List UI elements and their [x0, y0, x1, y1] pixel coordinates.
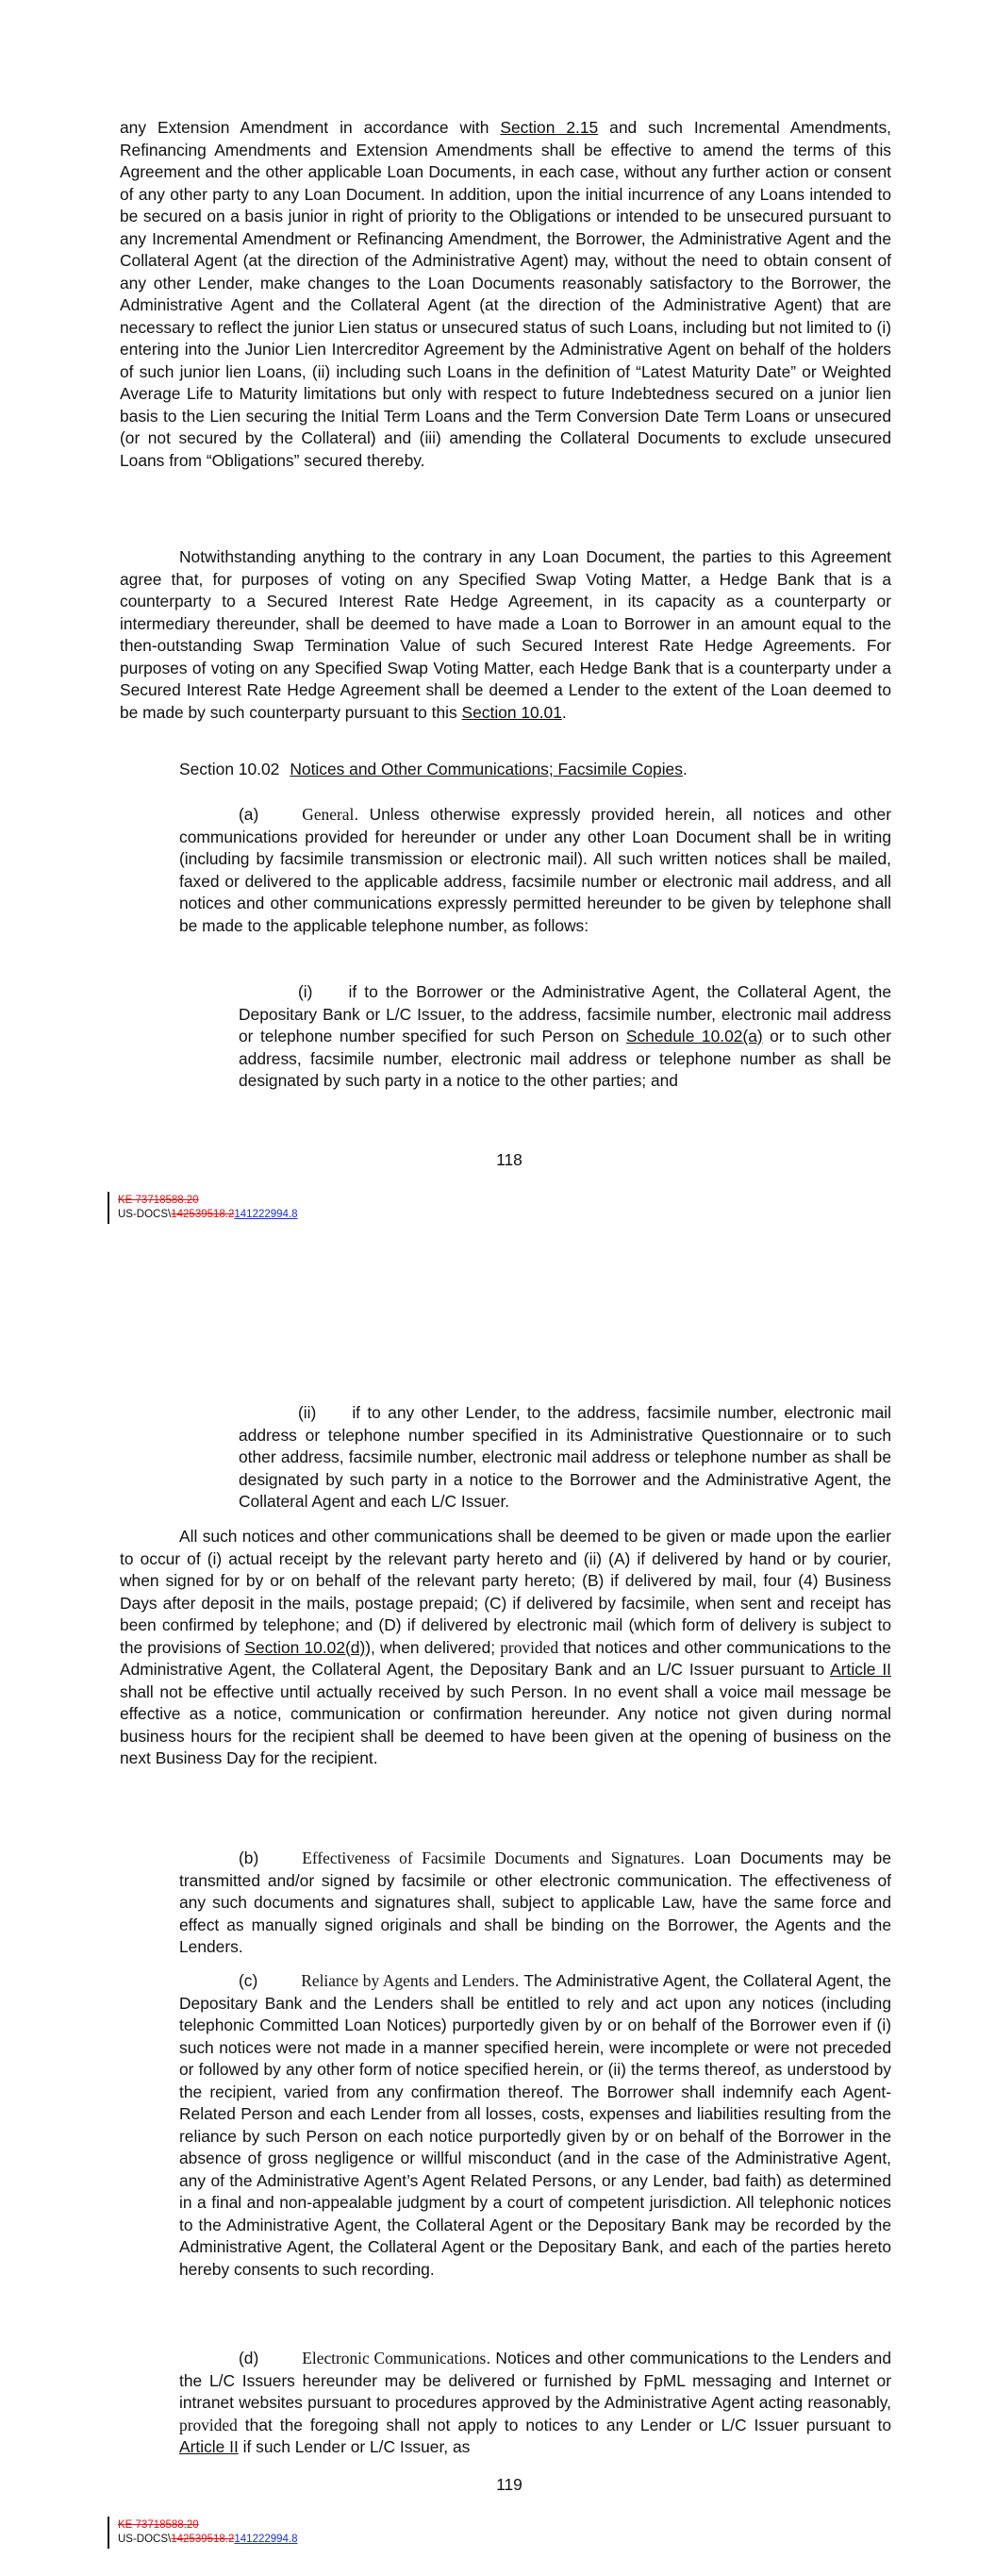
paragraph-swap-voting — [120, 546, 891, 724]
text-run: any Extension Amendment in accordance with — [120, 118, 501, 137]
paragraph-b-facsimile — [179, 1848, 891, 1959]
deleted-doc-id: KE 73718588.20 — [118, 2519, 199, 2531]
change-bar — [108, 1192, 109, 1224]
paragraph-a-general — [179, 804, 891, 937]
schedule-10-02a-link[interactable]: Schedule 10.02(a) — [625, 1027, 763, 1045]
doc-id-prefix: US-DOCS\ — [118, 1209, 172, 1220]
page-number: 119 — [496, 2475, 522, 2494]
deleted-doc-id: KE 73718588.20 — [118, 1195, 199, 1206]
paragraph-extension-amendment — [120, 117, 891, 472]
paragraph-notice-effectiveness — [120, 1526, 891, 1770]
text-run: if to any other Lender, to the address, facsimile number, electronic mail address or telephone number specified in its Administrative Questionnaire or to such other address, facsimile number, electronic mail address or telephone number as shall be designated by such party in a notice to the Borrower and the Administrative Agent, the Collateral Agent and each L/C Issuer. — [239, 1403, 891, 1511]
paragraph-caption: Effectiveness of Facsimile Documents and Signatures — [302, 1848, 681, 1867]
paragraph-c-reliance — [179, 1970, 891, 2281]
section-10-02d-link[interactable]: Section 10.02(d) — [244, 1637, 366, 1657]
text-run: . — [682, 760, 688, 778]
item-label: (c) — [239, 1971, 258, 1990]
text-run: and such Incremental Amendments, Refinancing Amendments and Extension Amendments shall be effective to amend the terms of this Agreement and the other applicable Loan Documents, in each case, without any further action or consent of any other party to any Loan Document. In addition, upon the initial incurrence of any Loans intended to be secured on a basis junior in right of priority to the Obligations or intended to be unsecured pursuant to any Incremental Amendment or Refinancing Amendment, the Borrower, the Administrative Agent and the Collateral Agent (at the direction of the Administrative Agent) may, without the need to obtain consent of any other Lender, make changes to the Loan Documents reasonably satisfactory to the Borrower, the Administrative Agent and the Collateral Agent (at the direction of the Administrative Agent) that are necessary to reflect the junior Lien status or unsecured status of such Loans, including but not limited to (i) entering into the Junior Lien Intercreditor Agreement by the Administrative Agent on behalf of the holders of such junior lien Loans, (ii) including such Loans in the definition of “Latest Maturity Date” or Weighted Average Life to Maturity limitations but only with respect to future Indebtedness secured on a junior lien basis to the Lien securing the Initial Term Loans and the Term Conversion Date Term Loans or unsecured (or not secured by the Collateral) and (iii) amending the Collateral Documents to exclude unsecured Loans from “Obligations” secured thereby. — [120, 118, 891, 470]
section-number: Section 10.02 — [179, 760, 280, 778]
text-run: All such notices and other communications shall be deemed to be given or made upon the earlier to occur of (i) actual receipt by the relevant party hereto and (ii) (A) if delivered by hand or by courier, when signed for by or on behalf of the relevant party hereto; (B) if delivered by mail, four (4) Business Days after deposit in the mails, postage prepaid; (C) if delivered by facsimile, when sent and receipt has been confirmed by telephone; and (D) if delivered by electronic mail (which form of delivery is subject to the provisions of — [120, 1527, 891, 1657]
page-119 — [0, 1264, 995, 2576]
paragraph-caption: General — [302, 805, 355, 824]
section-2-15-link[interactable]: Section 2.15 — [500, 118, 599, 137]
text-run: if such Lender or L/C Issuer, as — [238, 2437, 471, 2456]
inserted-doc-number: 141222994.8 — [234, 2534, 298, 2545]
section-title: Notices and Other Communications; Facsimile Copies — [290, 760, 683, 778]
paragraph-caption: Electronic Communications — [302, 2349, 487, 2367]
deleted-doc-number: 142539518.2 — [171, 2534, 235, 2545]
page-number: 118 — [496, 1150, 522, 1169]
provided-term: provided — [500, 1637, 559, 1657]
document-footer — [118, 1194, 298, 1222]
inserted-doc-number: 141222994.8 — [234, 1209, 298, 1220]
text-run: ), when delivered; — [365, 1637, 501, 1657]
text-run: . The Administrative Agent, the Collateral Agent, the Depositary Bank and the Lenders shall be entitled to rely and act upon any notices (including telephonic Committed Loan Notices) purportedly given by or on behalf of the Borrower even if (i) such notices were not made in a manner specified herein, were incomplete or were not preceded or followed by any other form of notice specified herein, or (ii) the terms thereof, as understood by the recipient, varied from any confirmation thereof. The Borrower shall indemnify each Agent-Related Person and each Lender from all losses, costs, expenses and liabilities resulting from the reliance by such Person on each notice purportedly given by or on behalf of the Borrower in the absence of gross negligence or willful misconduct (and in the case of the Administrative Agent, any of the Administrative Agent’s Agent Related Persons, or any Lender, bad faith) as determined in a final and non-appealable judgment by a court of competent jurisdiction. All telephonic notices to the Administrative Agent, the Collateral Agent or the Depositary Bank may be recorded by the Administrative Agent, the Collateral Agent or the Depositary Bank, and each of the parties hereto hereby consents to such recording. — [179, 1971, 891, 2279]
paragraph-caption: Reliance by Agents and Lenders — [301, 1971, 515, 1990]
page-118 — [0, 0, 995, 1264]
provided-term: provided — [179, 2415, 238, 2434]
text-run: that the foregoing shall not apply to notices to any Lender or L/C Issuer pursuant to — [237, 2415, 891, 2434]
item-label: (i) — [298, 982, 313, 1001]
article-ii-link[interactable]: Article II — [179, 2437, 239, 2456]
text-run: that notices and other communications to the Administrative Agent, the Collateral Agent, the Depositary Bank and an L/C Issuer pursuant to — [120, 1637, 891, 1679]
text-run: shall not be effective until actually received by such Person. In no event shall a voice mail message be effective as a notice, communication or confirmation hereunder. Any notice not given during normal business hours for the recipient shall be deemed to have been given at the opening of business on the next Business Day for the recipient. — [120, 1681, 891, 1767]
text-run: . Loan Documents may be transmitted and/or signed by facsimile or other electronic communication. The effectiveness of any such documents and signatures shall, subject to applicable Law, have the same force and effect as manually signed originals and shall be binding on the Borrower, the Agents and the Lenders. — [179, 1848, 892, 1956]
section-10-01-link[interactable]: Section 10.01 — [461, 702, 562, 722]
text-run: . Unless otherwise expressly provided herein, all notices and other communications provided for hereunder or under any other Loan Document shall be in writing (including by facsimile transmission or electronic mail). All such written notices shall be mailed, faxed or delivered to the applicable address, facsimile number or electronic mail address, and all notices and other communications expressly permitted hereunder to be given by telephone shall be made to the applicable telephone number, as follows: — [179, 805, 891, 935]
item-label: (b) — [239, 1848, 259, 1867]
text-run: if to the Borrower or the Administrative Agent, the Collateral Agent, the Depositary Bank or L/C Issuer, to the address, facsimile number, electronic mail address or telephone number specified for such Person on — [239, 982, 891, 1045]
doc-id-line — [118, 1209, 298, 1220]
text-run: or to such other address, facsimile number, electronic mail address or telephone number as shall be designated by such party in a notice to the other parties; and — [239, 1027, 892, 1090]
paragraph-d-electronic — [179, 2348, 891, 2459]
item-label: (d) — [239, 2349, 259, 2367]
text-run: . Notices and other communications to the Lenders and the L/C Issuers hereunder may be delivered or furnished by FpML messaging and Internet or intranet websites pursuant to procedures approved by the Administrative Agent acting reasonably, — [179, 2349, 891, 2412]
item-label: (a) — [239, 805, 259, 824]
item-label: (ii) — [298, 1403, 317, 1422]
change-bar — [108, 2517, 109, 2549]
deleted-doc-number: 142539518.2 — [171, 1209, 235, 1220]
article-ii-link[interactable]: Article II — [830, 1660, 892, 1679]
text-run: . — [561, 702, 567, 722]
paragraph-ii-other-lender-notices — [239, 1402, 891, 1514]
section-10-02-heading — [179, 759, 891, 781]
doc-id-prefix: US-DOCS\ — [118, 2534, 172, 2545]
text-run: Notwithstanding anything to the contrary in any Loan Document, the parties to this Agreement agree that, for purposes of voting on any Specified Swap Voting Matter, a Hedge Bank that is a counterparty to a Secured Interest Rate Hedge Agreement, in its capacity as a counterparty or intermediary thereunder, shall be deemed to have made a Loan to Borrower in an amount equal to the then-outstanding Swap Termination Value of such Secured Interest Rate Hedge Agreements. For purposes of voting on any Specified Swap Voting Matter, each Hedge Bank that is a counterparty under a Secured Interest Rate Hedge Agreement shall be deemed a Lender to the extent of the Loan deemed to be made by such counterparty pursuant to this — [120, 547, 891, 722]
document-footer — [118, 2518, 298, 2547]
paragraph-i-borrower-notices — [239, 981, 891, 1093]
doc-id-line — [118, 2534, 298, 2545]
